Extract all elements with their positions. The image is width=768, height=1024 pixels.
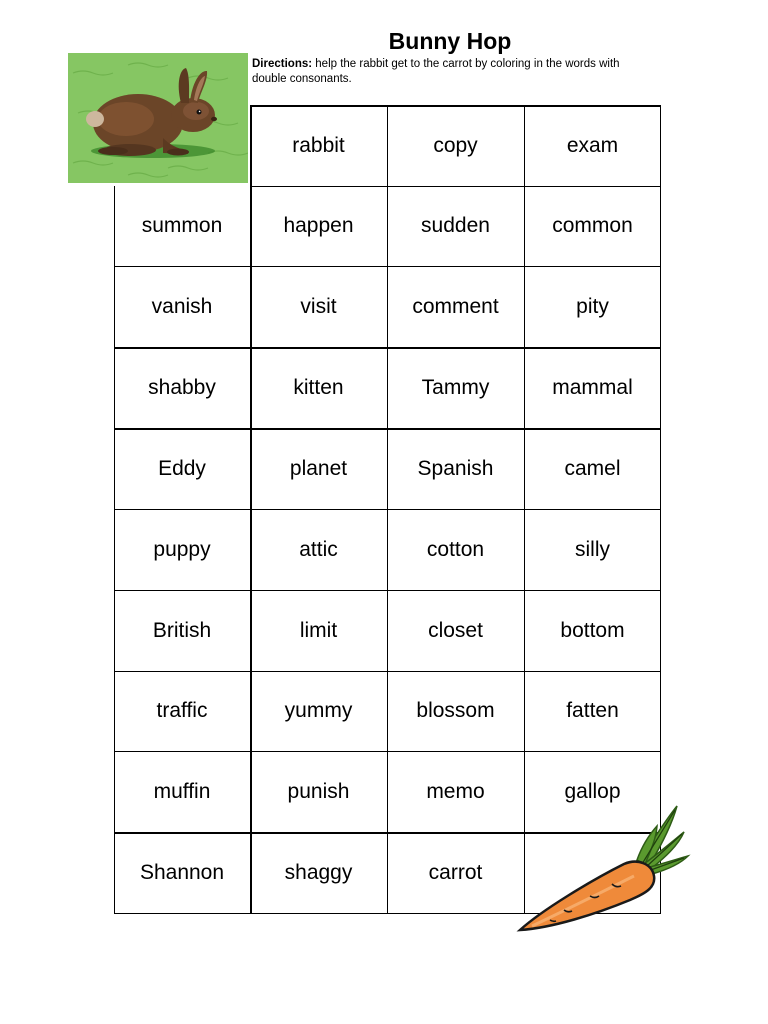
grid-cell-r2-c3[interactable]: sudden [421,214,490,237]
grid-cell-r4-c1[interactable]: shabby [148,375,216,399]
grid-cell-r1-c4[interactable]: exam [566,133,619,157]
grid-hline [250,186,661,187]
grid-vline [387,105,388,913]
grid-cell-r10-c3[interactable]: carrot [428,860,483,884]
grid-cell-r8-c4[interactable]: fatten [566,699,619,722]
grid-cell-r9-c4[interactable]: gallop [564,779,621,803]
grid-cell-r1-c1[interactable] [114,105,250,186]
directions-label: Directions: [252,58,313,70]
grid-cell-r3-c3[interactable]: comment [412,294,499,318]
grid-cell-r2-c4[interactable]: common [552,214,633,237]
grid-cell-r2-c2[interactable]: happen [283,214,354,237]
grid-cell-r2-c1[interactable]: summon [141,214,223,237]
directions-body: help the rabbit get to the carrot by coloring in the words with double consonants. [252,58,620,85]
directions-text [252,57,652,87]
grid-cell-r6-c1[interactable]: puppy [153,537,211,561]
grid-vline [660,105,661,913]
grid-cell-r1-c2[interactable]: rabbit [292,133,345,157]
grid-cell-r5-c4[interactable]: camel [564,456,621,480]
grid-cell-r8-c2[interactable]: yummy [284,699,353,722]
grid-vline [524,105,525,913]
worksheet-title: Bunny Hop [388,28,512,54]
grid-cell-r9-c1[interactable]: muffin [153,779,211,803]
grid-cell-r3-c1[interactable]: vanish [151,294,213,318]
grid-cell-r10-c1[interactable]: Shannon [139,860,225,884]
grid-cell-r7-c4[interactable]: bottom [560,618,625,642]
grid-cell-r7-c3[interactable]: closet [428,618,483,642]
grid-cell-r8-c3[interactable]: blossom [416,699,495,722]
grid-cell-r8-c1[interactable]: traffic [156,699,208,722]
grid-cell-r1-c3[interactable]: copy [433,133,478,157]
grid-cell-r4-c3[interactable]: Tammy [421,375,490,399]
grid-cell-r5-c1[interactable]: Eddy [158,456,206,480]
grid-cell-r10-c2[interactable]: shaggy [284,860,353,884]
grid-cell-r3-c2[interactable]: visit [300,294,337,318]
grid-cell-r6-c3[interactable]: cotton [426,537,485,561]
grid-cell-r5-c3[interactable]: Spanish [417,456,494,480]
grid-cell-r3-c4[interactable]: pity [576,294,609,318]
grid-cell-r6-c4[interactable]: silly [575,537,610,561]
grid-cell-r9-c2[interactable]: punish [287,779,350,803]
grid-vline [250,105,252,913]
grid-hline [250,105,661,107]
grid-cell-r9-c3[interactable]: memo [426,779,485,803]
grid-cell-r6-c2[interactable]: attic [299,537,338,561]
grid-vline [114,186,115,913]
grid-cell-r7-c2[interactable]: limit [299,618,338,642]
word-grid [114,105,661,913]
grid-cell-r5-c2[interactable]: planet [289,456,348,480]
grid-cell-r4-c4[interactable]: mammal [552,375,633,399]
carrot-illustration [512,802,692,942]
grid-cell-r7-c1[interactable]: British [152,618,212,642]
grid-cell-r4-c2[interactable]: kitten [293,375,344,399]
